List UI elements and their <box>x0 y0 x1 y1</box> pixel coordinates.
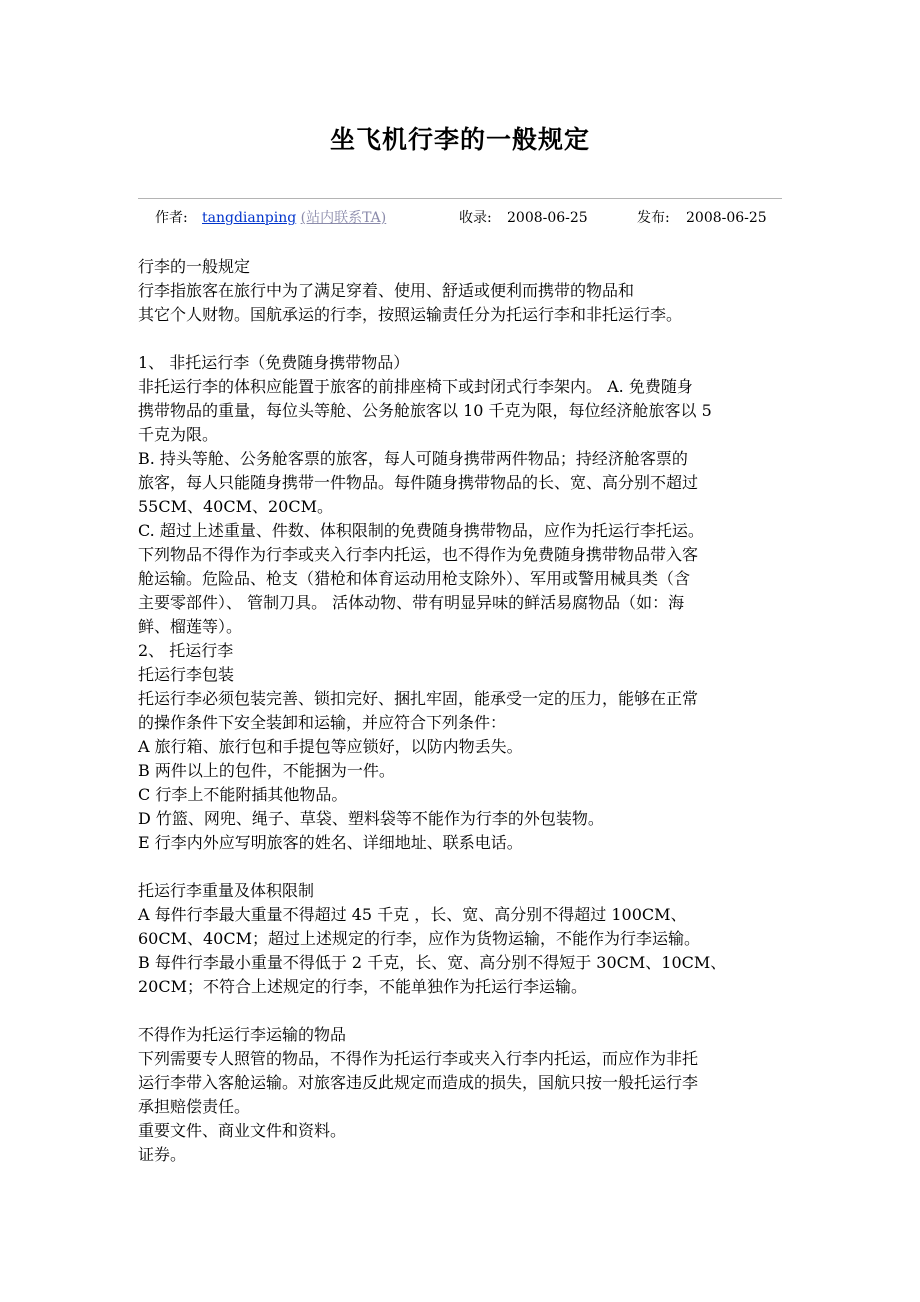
body-line: 托运行李必须包装完善、锁扣完好、捆扎牢固，能承受一定的压力，能够在正常 <box>138 689 699 708</box>
body-line: 下列需要专人照管的物品，不得作为托运行李或夹入行李内托运，而应作为非托 <box>138 1049 699 1068</box>
author-link[interactable]: tangdianping <box>202 210 297 226</box>
contact-author-link[interactable]: (站内联系TA) <box>300 210 387 226</box>
body-line: E 行李内外应写明旅客的姓名、详细地址、联系电话。 <box>138 833 523 852</box>
body-line: 证券。 <box>138 1145 187 1164</box>
body-line: A 旅行箱、旅行包和手提包等应锁好，以防内物丢失。 <box>138 737 523 756</box>
body-line: A 每件行李最大重量不得超过 45 千克 ，长、宽、高分别不得超过 100CM、 <box>138 905 687 924</box>
body-line: 重要文件、商业文件和资料。 <box>138 1121 347 1140</box>
collected-label: 收录: <box>459 210 492 226</box>
body-line <box>138 855 788 879</box>
body-line: 行李的一般规定 <box>138 257 251 276</box>
author-label: 作者: <box>155 210 188 226</box>
body-line: 千克为限。 <box>138 425 219 444</box>
page-title: 坐飞机行李的一般规定 <box>329 125 590 154</box>
body-line: C 行李上不能附插其他物品。 <box>138 785 348 804</box>
body-line: 托运行李重量及体积限制 <box>138 881 315 900</box>
body-line: 旅客，每人只能随身携带一件物品。每件随身携带物品的长、宽、高分别不超过 <box>138 473 699 492</box>
body-line: 运行李带入客舱运输。对旅客违反此规定而造成的损失，国航只按一般托运行李 <box>138 1073 699 1092</box>
body-line: 舱运输。危险品、枪支（猎枪和体育运动用枪支除外）、军用或警用械具类（含 <box>138 569 691 588</box>
body-line: B. 持头等舱、公务舱客票的旅客，每人可随身携带两件物品；持经济舱客票的 <box>138 449 688 468</box>
body-line: 非托运行李的体积应能置于旅客的前排座椅下或封闭式行李架内。 A. 免费随身 <box>138 377 693 396</box>
body-line: B 两件以上的包件，不能捆为一件。 <box>138 761 395 780</box>
body-line: B 每件行李最小重量不得低于 2 千克，长、宽、高分别不得短于 30CM、10CM、 <box>138 953 727 972</box>
header-divider <box>138 198 782 199</box>
body-line: 60CM、40CM；超过上述规定的行李，应作为货物运输，不能作为行李运输。 <box>138 929 700 948</box>
body-line: D 竹篮、网兜、绳子、草袋、塑料袋等不能作为行李的外包装物。 <box>138 809 604 828</box>
collected-date: 2008-06-25 <box>507 210 588 226</box>
body-line: 1、 非托运行李（免费随身携带物品） <box>138 353 410 372</box>
body-line: 其它个人财物。国航承运的行李，按照运输责任分为托运行李和非托运行李。 <box>138 305 683 324</box>
body-line: 的操作条件下安全装卸和运输，并应符合下列条件： <box>138 713 507 732</box>
published-date: 2008-06-25 <box>686 210 767 226</box>
body-line: 55CM、40CM、20CM。 <box>138 497 333 516</box>
article-body <box>138 255 788 1167</box>
body-line: 20CM；不符合上述规定的行李，不能单独作为托运行李运输。 <box>138 977 587 996</box>
body-line: 行李指旅客在旅行中为了满足穿着、使用、舒适或便利而携带的物品和 <box>138 281 635 300</box>
body-line: 鲜、榴莲等）。 <box>138 617 243 636</box>
body-line: 托运行李包装 <box>138 665 235 684</box>
published-label: 发布: <box>637 210 670 226</box>
body-line: 承担赔偿责任。 <box>138 1097 251 1116</box>
body-line <box>138 999 788 1023</box>
body-line: 携带物品的重量，每位头等舱、公务舱旅客以 10 千克为限，每位经济舱旅客以 5 <box>138 401 712 420</box>
body-line: 不得作为托运行李运输的物品 <box>138 1025 347 1044</box>
body-line: 下列物品不得作为行李或夹入行李内托运，也不得作为免费随身携带物品带入客 <box>138 545 699 564</box>
body-line: C. 超过上述重量、件数、体积限制的免费随身携带物品，应作为托运行李托运。 <box>138 521 704 540</box>
body-line: 2、 托运行李 <box>138 641 234 660</box>
body-line: 主要零部件）、 管制刀具。 活体动物、带有明显异味的鲜活易腐物品（如：海 <box>138 593 685 612</box>
body-line <box>138 327 788 351</box>
